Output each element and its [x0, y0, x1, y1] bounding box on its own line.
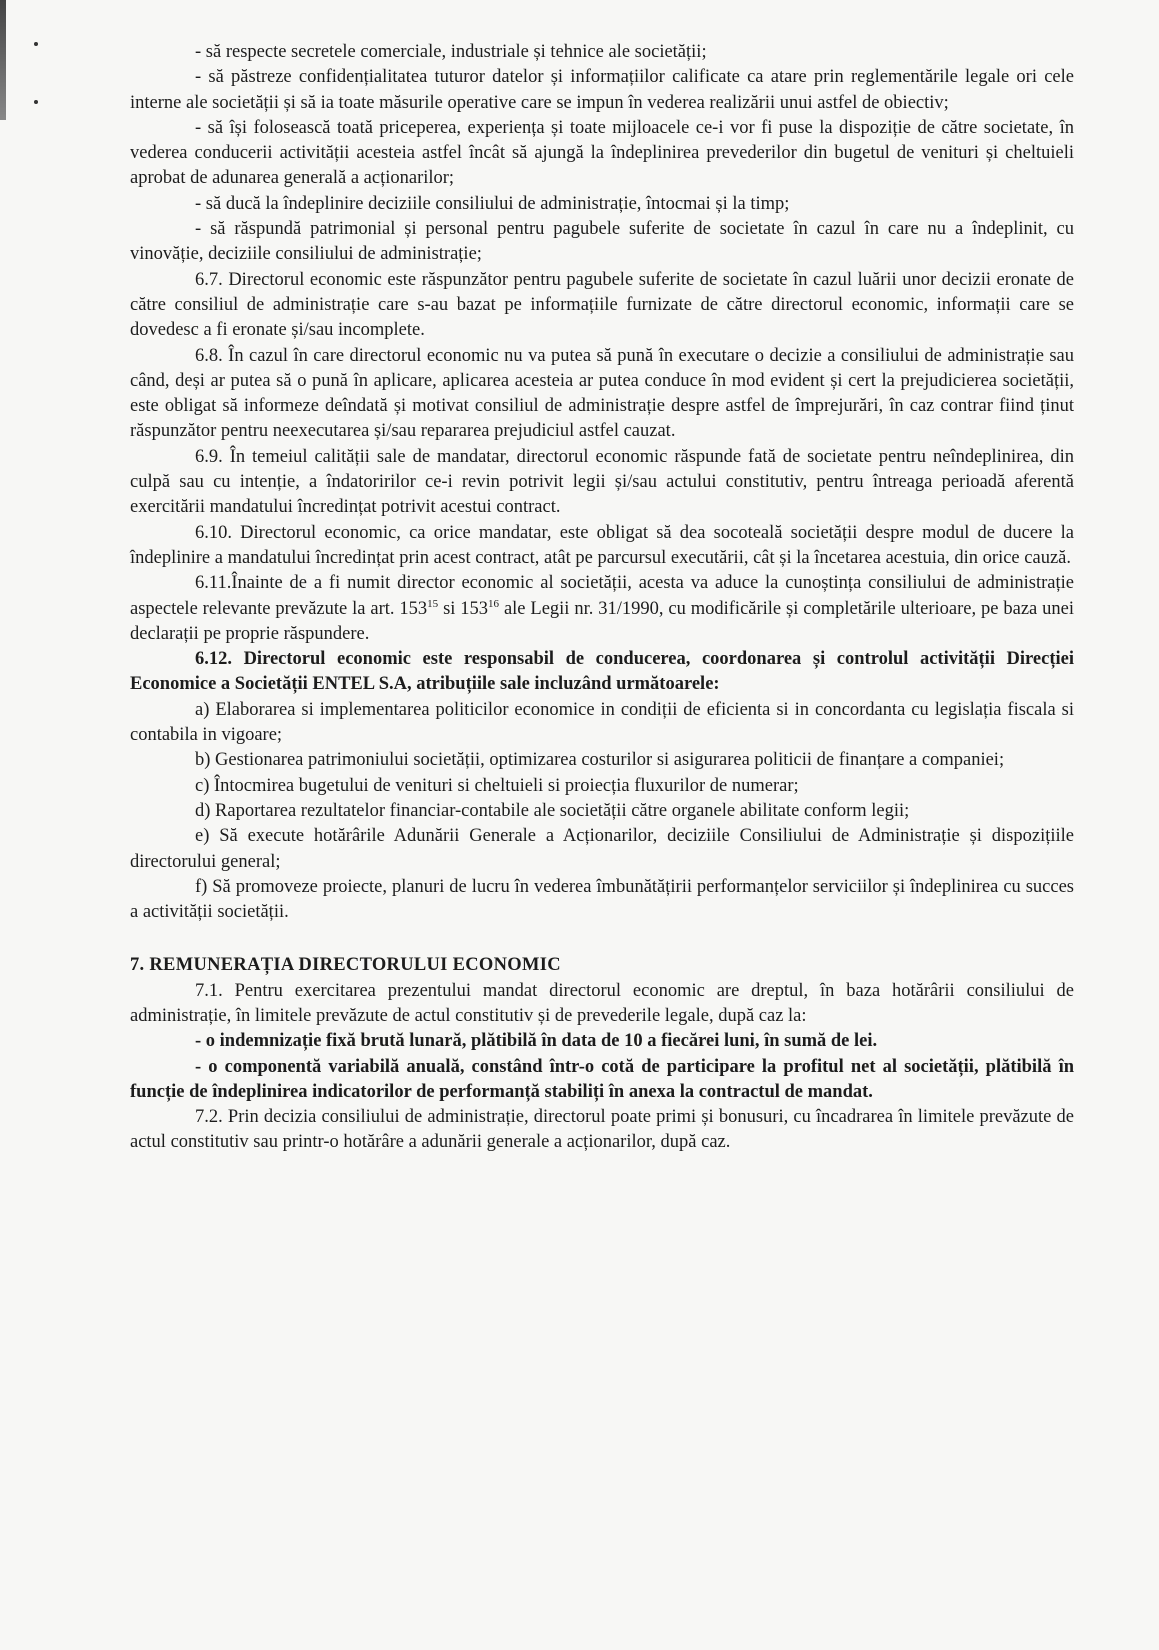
scan-dot	[34, 100, 38, 104]
scan-edge-mark	[0, 0, 6, 120]
paragraph: 6.7. Directorul economic este răspunzător pentru pagubele suferite de societate în cazul luării unor decizii eronate de către consiliul de administrație care s-au bazat pe informațiile furnizate de către directorul economic, informații care se dovedesc a fi eronate și/sau incomplete.	[130, 269, 1074, 341]
scan-dot	[34, 42, 38, 46]
paragraph-7-2: 7.2. Prin decizia consiliului de administrație, directorul poate primi și bonusuri, cu încadrarea în limitele prevăzute de actul constitutiv sau printr-o hotărâre a adunării generale a acționarilor, după caz.	[130, 1107, 1074, 1153]
paragraph-7-1: 7.1. Pentru exercitarea prezentului mandat directorul economic are dreptul, în baza hotărârii consiliului de administrație, în limitele prevăzute de actul constitutiv și de prevederile legale, după caz la:	[130, 980, 1074, 1026]
paragraph: 6.10. Directorul economic, ca orice mandatar, este obligat să dea socoteală societății despre modul de ducere la îndeplinire a mandatului încredințat prin acest contract, atât pe parcursul executării, cât și la încetarea acestuia, din orice cauză.	[130, 522, 1074, 568]
paragraph: - să ducă la îndeplinire deciziile consiliului de administrație, întocmai și la timp;	[195, 193, 790, 214]
paragraph: - să răspundă patrimonial și personal pentru pagubele suferite de societate în cazul în care nu a îndeplinit, cu vinovăție, deciziile consiliului de administrație;	[130, 219, 1074, 265]
list-item: f) Să promoveze proiecte, planuri de lucru în vederea îmbunătățirii performanțelor serviciilor și îndeplinirea cu succes a activității societății.	[130, 876, 1074, 923]
paragraph-6-11: 6.11.Înainte de a fi numit director economic al societății, acesta va aduce la cunoștința consiliului de administrație aspectele relevante prevăzute la art. $153^{15}$ si $153^{16}$ ale Legii nr. 31/1990, cu modificările și completările ulterioare, pe baza unei declarații pe proprie răspundere.	[130, 573, 1074, 644]
attributions-list	[130, 698, 1074, 926]
section-7-heading: 7. REMUNERAȚIA DIRECTORULUI ECONOMIC	[130, 955, 561, 976]
paragraph-7-1-fixed-pay: - o indemnizație fixă brută lunară, plătibilă în data de 10 a fiecărei luni, în sumă de lei.	[195, 1031, 878, 1052]
section-6-paragraphs	[130, 40, 1074, 571]
paragraph: 6.9. În temeiul calității sale de mandatar, directorul economic răspunde fată de societate pentru neîndeplinirea, din culpă sau cu intenție, a îndatoririlor ce-i revin potrivit legii și/sau actului constitutiv, pentru întreaga perioadă aferentă exercitării mandatului încredințat potrivit acestui contract.	[130, 446, 1074, 518]
paragraph: 6.8. În cazul în care directorul economic nu va putea să pună în executare o decizie a consiliului de administrație sau când, deși ar putea să o pună în aplicare, aplicarea acesteia ar putea conduce în mod evident și cert la prejudicierea societății, este obligat să informeze deîndată și motivat consiliul de administrație despre astfel de împrejurări, în caz contrar fiind ținut răspunzător pentru neexecutarea și/sau repararea prejudiciul astfel cauzat.	[130, 345, 1074, 442]
paragraph: - să își folosească toată priceperea, experiența și toate mijloacele ce-i vor fi puse la dispoziție de către societate, în vederea conducerii activității acesteia astfel încât să ajungă la îndeplinirea prevederilor din bugetul de venituri și cheltuieli aprobat de adunarea generală a acționarilor;	[130, 117, 1074, 189]
list-item: d) Raportarea rezultatelor financiar-contabile ale societății către organele abilitate conform legii;	[195, 800, 910, 821]
document-page	[130, 40, 1074, 1156]
list-item: c) Întocmirea bugetului de venituri si cheltuieli si proiecția fluxurilor de numerar;	[195, 775, 799, 796]
paragraph-7-1-variable-pay: - o componentă variabilă anuală, constând într-o cotă de participare la profitul net al societății, plătibilă în funcție de îndeplinirea indicatorilor de performanță stabiliți în anexa la contractul de mandat.	[130, 1056, 1074, 1102]
paragraph-6-12: 6.12. Directorul economic este responsabil de conducerea, coordonarea și controlul activității Direcției Economice a Societății ENTEL S.A, atribuțiile sale incluzând următoarele:	[130, 649, 1074, 695]
list-item: a) Elaborarea si implementarea politicilor economice in condiții de eficienta si in concordanta cu legislația fiscala si contabila in vigoare;	[130, 699, 1074, 746]
list-item: e) Să execute hotărârile Adunării Generale a Acționarilor, deciziile Consiliului de Administrație și dispozițiile directorului general;	[130, 826, 1074, 872]
paragraph: - să respecte secretele comerciale, industriale și tehnice ale societății;	[195, 42, 707, 62]
paragraph: - să păstreze confidențialitatea tuturor datelor și informațiilor calificate ca atare prin reglementările legale ori cele interne ale societății și să ia toate măsurile operative care se impun în vederea realizării unui astfel de obiectiv;	[130, 67, 1074, 113]
list-item: b) Gestionarea patrimoniului societății, optimizarea costurilor si asigurarea politicii de finanțare a companiei;	[195, 750, 1005, 771]
